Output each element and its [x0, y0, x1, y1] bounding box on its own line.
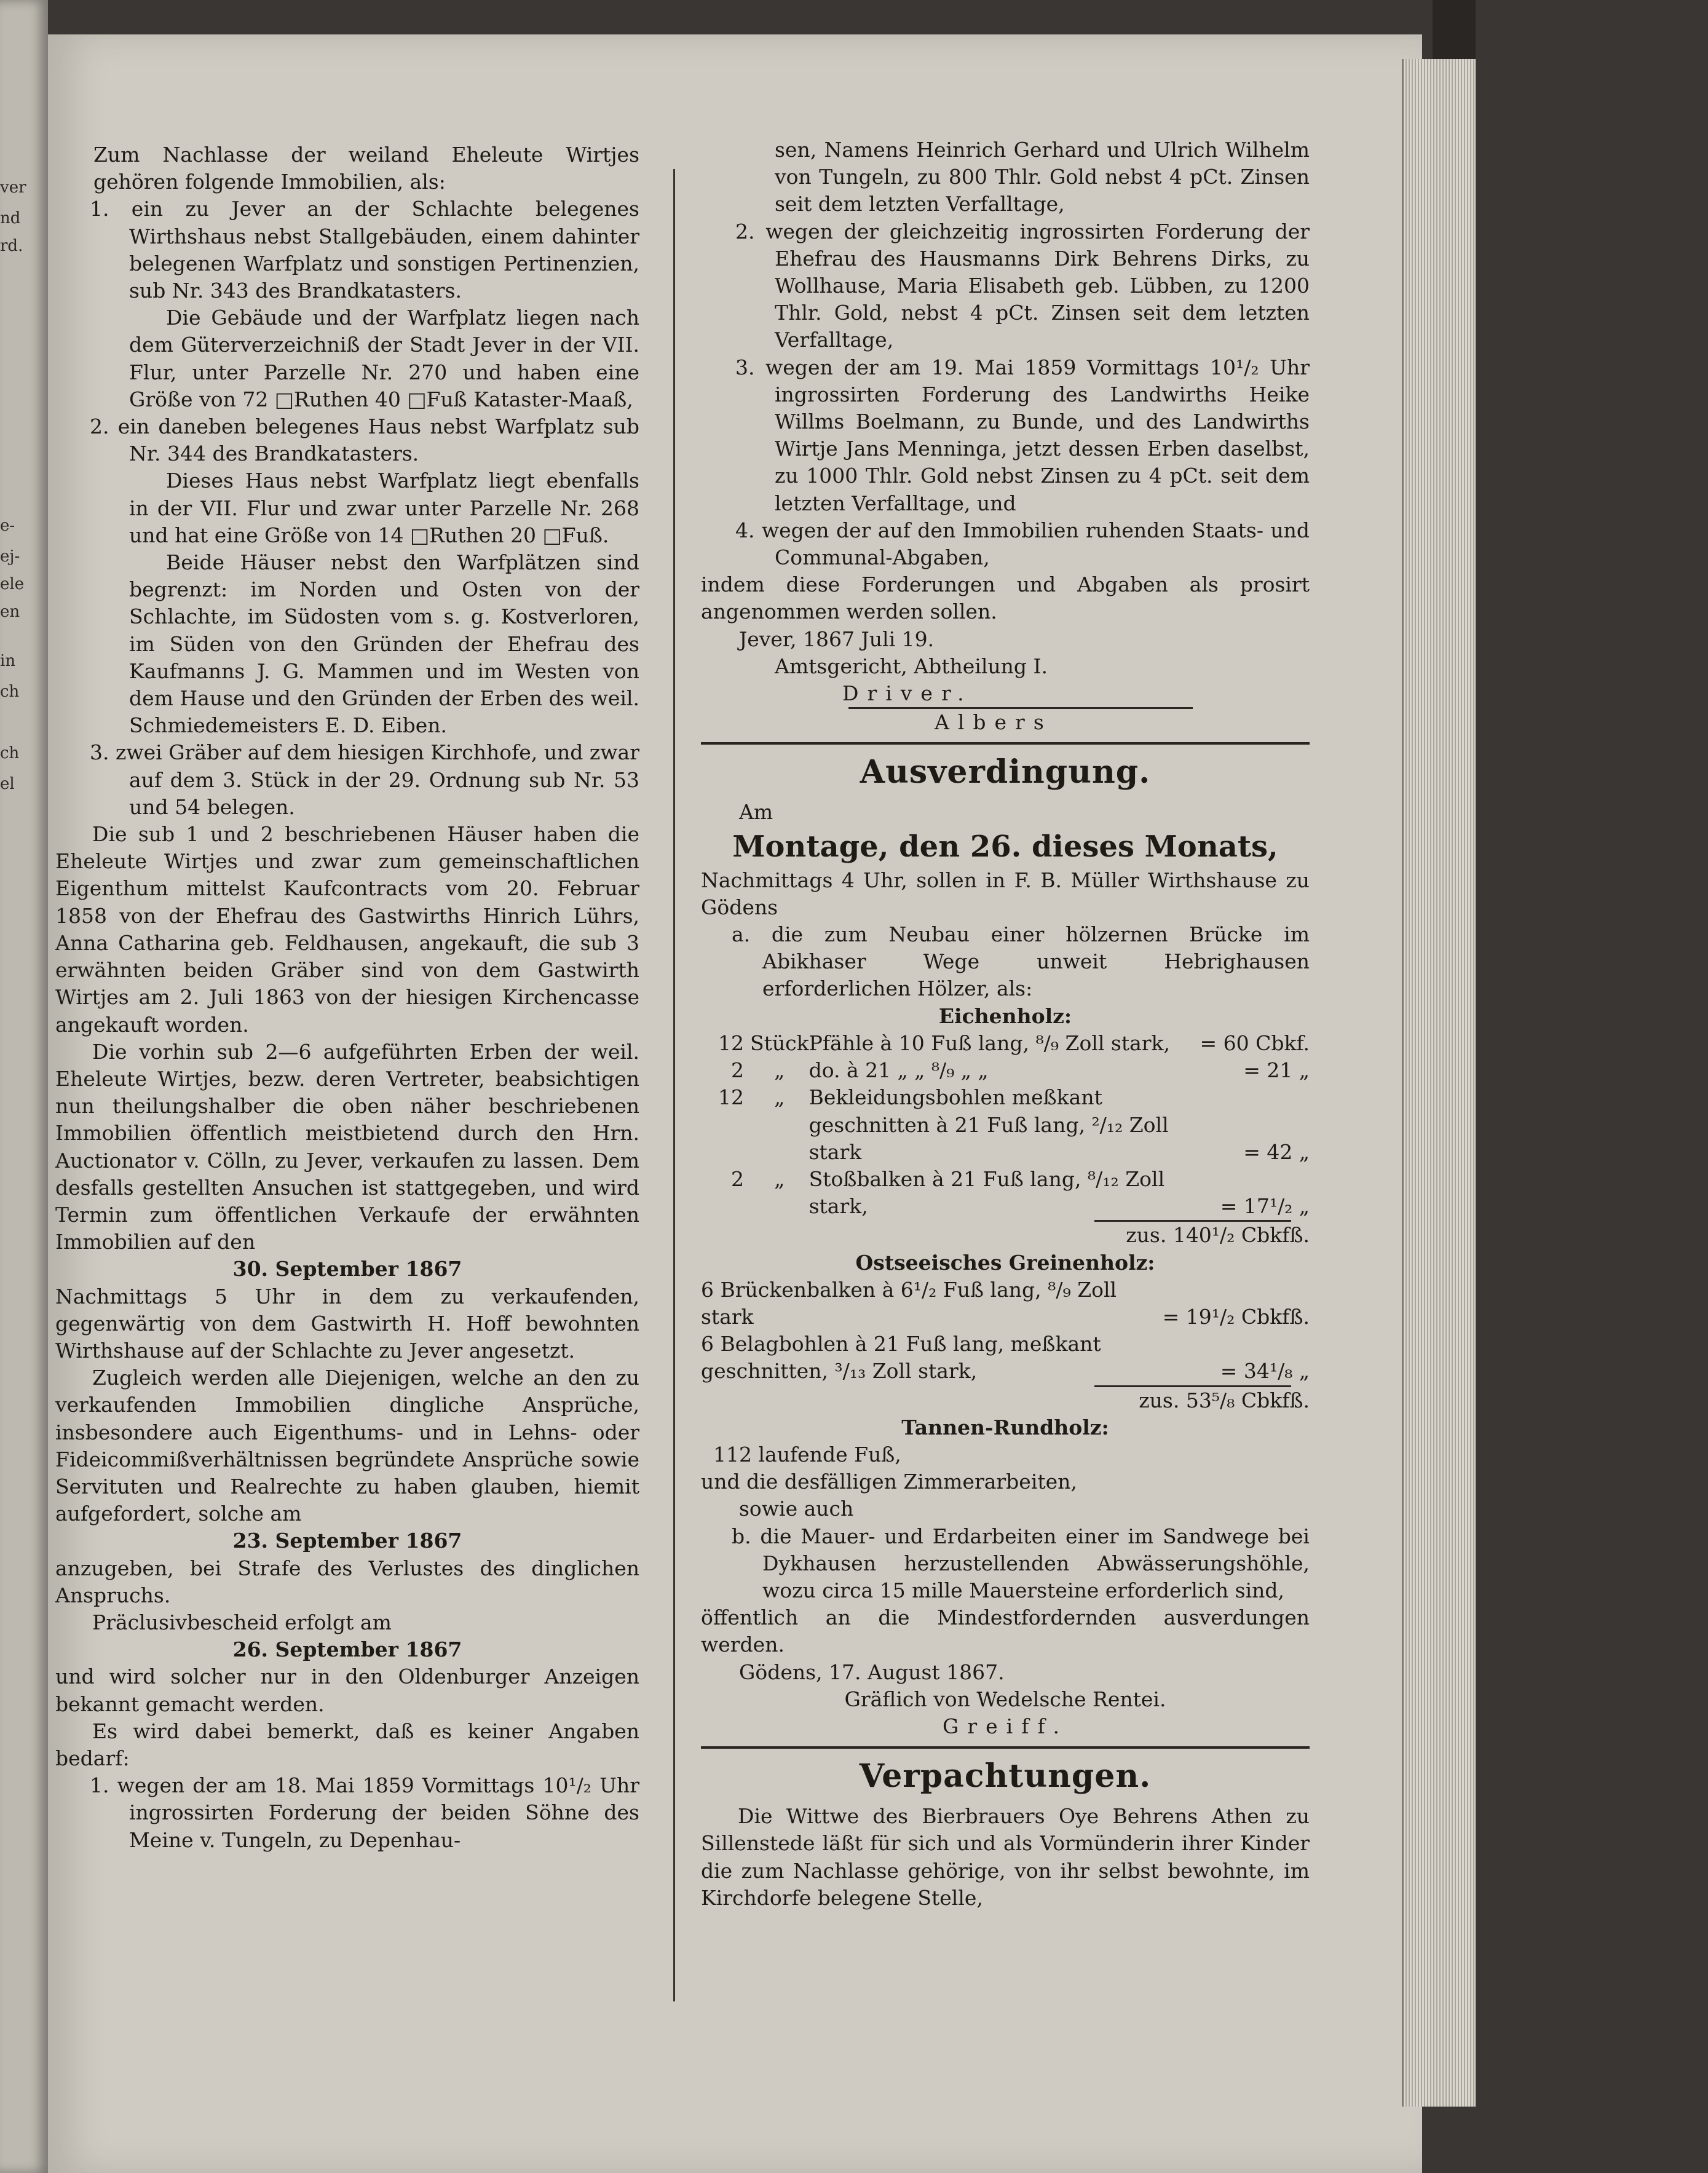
pine-total: zus. 53⁵/₈ Cbkfß.	[1139, 1388, 1310, 1412]
fir-line: sowie auch	[739, 1497, 854, 1521]
notice-date: Montage, den 26. dieses Monats,	[732, 829, 1278, 864]
section-rule	[701, 742, 1310, 745]
margin-fragment: rd.	[0, 237, 23, 255]
signature-name: Albers	[935, 710, 1053, 735]
signature	[701, 1713, 1310, 1740]
claims-date: 23. September 1867	[232, 1529, 462, 1553]
volume: = 34¹/₈ „	[1220, 1359, 1310, 1383]
unit: „	[774, 1166, 785, 1191]
paragraph: Die sub 1 und 2 beschriebenen Häuser haben die Eheleute Wirtjes und zwar zum gemeinschaftlichen Eigenthum mittelst Kaufcontracts vom 20. Februar 1858 von der Ehefrau des Gastwirths Hinrich Lührs, Anna Catharina geb. Feldhausen, angekauft, die sub 3 erwähnten beiden Gräber sind von dem Gastwirth Wirtjes am 2. Juli 1863 von der hiesigen Kirchencasse angekauft worden.	[55, 822, 639, 1037]
volume: = 19¹/₂ Cbkfß.	[1162, 1304, 1310, 1329]
closing-text: öffentlich an die Mindestfordernden ausverdungen werden.	[701, 1605, 1310, 1657]
wood-subheading: Ostseeisches Greinenholz:	[855, 1250, 1155, 1275]
property-description: Die Gebäude und der Warfplatz liegen nach dem Güterverzeichniß der Stadt Jever in der VII. Flur, unter Parzelle Nr. 270 und haben eine Größe von 72 □Ruthen 40 □Fuß Kataster-Maaß,	[129, 306, 639, 411]
property-item: 3. zwei Gräber auf dem hiesigen Kirchhofe, und zwar auf dem 3. Stück in der 29. Ordnung sub Nr. 53 und 54 belegen.	[90, 740, 639, 819]
notice-am: Am	[739, 800, 773, 825]
paragraph: Nachmittags 5 Uhr in dem zu verkaufenden, gegenwärtig von dem Gastwirth H. Hoff bewohnten Wirthshause auf der Schlachte zu Jever angesetzt.	[55, 1284, 639, 1363]
page-edges	[1402, 59, 1477, 2107]
place-date: Gödens, 17. August 1867.	[739, 1660, 1005, 1684]
preclusion-date: 26. September 1867	[232, 1637, 462, 1662]
wood-subheading: Eichenholz:	[938, 1003, 1072, 1028]
unit: Stück	[750, 1031, 809, 1055]
paragraph: anzugeben, bei Strafe des Verlustes des dinglichen Anspruchs.	[55, 1556, 639, 1607]
property-item: 2. ein daneben belegenes Haus nebst Warfplatz sub Nr. 344 des Brandkatasters.	[90, 414, 639, 466]
unit: „	[774, 1058, 785, 1083]
description: Stoßbalken à 21 Fuß lang, ⁸/₁₂ Zoll stark,	[809, 1166, 1165, 1219]
signature-name: Driver.	[842, 681, 973, 706]
margin-fragment: ej-	[0, 547, 20, 566]
oak-total: zus. 140¹/₂ Cbkfß.	[1126, 1223, 1310, 1248]
signature	[701, 680, 1310, 707]
paragraph: Die vorhin sub 2—6 aufgeführten Erben der weil. Eheleute Wirtjes, bezw. deren Vertreter, beabsichtigen nun theilungshalber die oben näher beschriebenen Immobilien öffentlich meistbietend durch den Hrn. Auctionator v. Cölln, zu Jever, verkaufen zu lassen. Dem desfalls gestellten Ansuchen ist stattgegeben, und wird Termin zum öffentlichen Verkaufe der erwähnten Immobilien auf den	[55, 1039, 639, 1254]
signature-name: Greiff.	[943, 1714, 1068, 1738]
description: Bekleidungsbohlen meßkant geschnitten à 21 Fuß lang, ²/₁₂ Zoll stark	[809, 1085, 1169, 1164]
notice-item: a. die zum Neubau einer hölzernen Brücke im Abikhaser Wege unweit Hebrighausen erforderlichen Hölzer, als:	[732, 922, 1310, 1001]
court-name: Amtsgericht, Abtheilung I.	[775, 654, 1048, 678]
facing-page-edge	[0, 0, 48, 2173]
unit: „	[774, 1085, 785, 1110]
table-row	[701, 1276, 1310, 1331]
margin-fragment: ch	[0, 683, 20, 701]
right-column	[701, 137, 1310, 1912]
fir-line: 112 laufende Fuß,	[713, 1442, 901, 1466]
volume: = 60 Cbkf.	[1200, 1031, 1310, 1055]
section-heading: Verpachtungen.	[859, 1757, 1152, 1795]
section-rule	[701, 1746, 1310, 1749]
auction-date: 30. September 1867	[232, 1257, 462, 1281]
margin-fragment: ver	[0, 178, 26, 197]
quantity: 2	[731, 1058, 744, 1083]
notice-intro: Nachmittags 4 Uhr, sollen in F. B. Müller Wirthshause zu Gödens	[701, 868, 1310, 919]
fir-line: und die desfälligen Zimmerarbeiten,	[701, 1470, 1077, 1494]
section-heading: Ausverdingung.	[860, 753, 1151, 791]
margin-fragment: e-	[0, 517, 15, 535]
table-row	[701, 1084, 1310, 1166]
volume: = 17¹/₂ „	[1220, 1194, 1310, 1219]
description: 6 Belagbohlen à 21 Fuß lang, meßkant geschnitten, ³/₁₃ Zoll stark,	[701, 1332, 1101, 1383]
wood-subheading: Tannen-Rundholz:	[901, 1415, 1109, 1439]
description: Pfähle à 10 Fuß lang, ⁸/₉ Zoll stark,	[809, 1031, 1171, 1055]
property-description: Dieses Haus nebst Warfplatz liegt ebenfalls in der VII. Flur und zwar unter Parzelle Nr. 268 und hat eine Größe von 14 □Ruthen 20 □Fuß.	[129, 469, 639, 547]
place-date: Jever, 1867 Juli 19.	[739, 627, 935, 651]
margin-fragment: en	[0, 603, 20, 621]
issuer: Gräflich von Wedelsche Rentei.	[844, 1687, 1166, 1711]
description: do. à 21 „ „ ⁸/₉ „ „	[809, 1058, 989, 1083]
margin-fragment: el	[0, 775, 15, 793]
quantity: 12	[718, 1031, 744, 1055]
column-divider	[673, 169, 675, 2001]
claim-item: 2. wegen der gleichzeitig ingrossirten Forderung der Ehefrau des Hausmanns Dirk Behrens Dirks, zu Wollhause, Maria Elisabeth geb. Lübben, zu 1200 Thlr. Gold, nebst 4 pCt. Zinsen seit dem letzten Verfalltage,	[735, 219, 1310, 352]
claim-continuation: sen, Namens Heinrich Gerhard und Ulrich Wilhelm von Tungeln, zu 800 Thlr. Gold nebst 4 pCt. Zinsen seit dem letzten Verfalltage,	[775, 138, 1310, 216]
quantity: 2	[731, 1166, 744, 1191]
table-row	[701, 1057, 1310, 1084]
paragraph: Es wird dabei bemerkt, daß es keiner Angaben bedarf:	[55, 1719, 639, 1770]
volume: = 42 „	[1243, 1139, 1310, 1164]
background-area	[1476, 0, 1708, 2173]
paragraph: und wird solcher nur in den Oldenburger Anzeigen bekannt gemacht werden.	[55, 1664, 639, 1716]
oak-table	[701, 1030, 1310, 1220]
claim-item: 4. wegen der auf den Immobilien ruhenden Staats- und Communal-Abgaben,	[735, 518, 1310, 570]
table-row	[701, 1030, 1310, 1057]
notice-item: b. die Mauer- und Erdarbeiten einer im Sandwege bei Dykhausen herzustellenden Abwässerungshöhle, wozu circa 15 mille Mauersteine erforderlich sind,	[732, 1524, 1310, 1602]
claim-item: 1. wegen der am 18. Mai 1859 Vormittags 10¹/₂ Uhr ingrossirten Forderung der beiden Söhne des Meine v. Tungeln, zu Depenhau-	[90, 1773, 639, 1852]
signature	[701, 709, 1310, 736]
property-boundaries: Beide Häuser nebst den Warfplätzen sind begrenzt: im Norden und Osten von der Schlachte, im Südosten vom s. g. Kostverloren, im Süden von den Gründen der Ehefrau des Kaufmanns J. G. Mammen und im Westen von dem Hause und den Gründen der Erben des weil. Schmiedemeisters E. D. Eiben.	[129, 550, 639, 738]
intro-text: Zum Nachlasse der weiland Eheleute Wirtjes gehören folgende Immobilien, als:	[93, 143, 639, 194]
description: 6 Brückenbalken à 6¹/₂ Fuß lang, ⁸/₉ Zoll stark	[701, 1277, 1117, 1329]
quantity: 12	[718, 1085, 744, 1110]
margin-fragment: in	[0, 652, 16, 670]
table-row	[701, 1331, 1310, 1385]
left-column	[55, 141, 639, 1854]
volume: = 21 „	[1243, 1058, 1310, 1083]
lease-text: Die Wittwe des Bierbrauers Oye Behrens Athen zu Sillenstede läßt für sich und als Vormünderin ihrer Kinder die zum Nachlasse gehörige, von ihr selbst bewohnte, im Kirchdorfe belegene Stelle,	[701, 1804, 1310, 1910]
closing-text: indem diese Forderungen und Abgaben als prosirt angenommen werden sollen.	[701, 572, 1310, 624]
margin-fragment: nd	[0, 209, 21, 228]
pine-table	[701, 1276, 1310, 1385]
claim-item: 3. wegen der am 19. Mai 1859 Vormittags 10¹/₂ Uhr ingrossirten Forderung des Landwirths Heike Willms Boelmann, zu Bunde, und des Landwirths Wirtje Jans Menninga, jetzt dessen Erben daselbst, zu 1000 Thlr. Gold nebst Zinsen zu 4 pCt. seit dem letzten Verfalltage, und	[735, 355, 1310, 515]
paragraph: Zugleich werden alle Diejenigen, welche an den zu verkaufenden Immobilien dingliche Ansprüche, insbesondere auch Eigenthums- und in Lehns- oder Fideicommißverhältnissen begründete Ansprüche sowie Servituten und Realrechte zu haben glauben, hiemit aufgefordert, solche am	[55, 1366, 639, 1526]
margin-fragment: ch	[0, 744, 20, 762]
paragraph: Präclusivbescheid erfolgt am	[92, 1610, 392, 1634]
property-item: 1. ein zu Jever an der Schlachte belegenes Wirthshaus nebst Stallgebäuden, einem dahinter belegenen Warfplatz und sonstigen Pertinenzien, sub Nr. 343 des Brandkatasters.	[90, 197, 639, 303]
margin-fragment: ele	[0, 575, 25, 593]
table-row	[701, 1166, 1310, 1220]
